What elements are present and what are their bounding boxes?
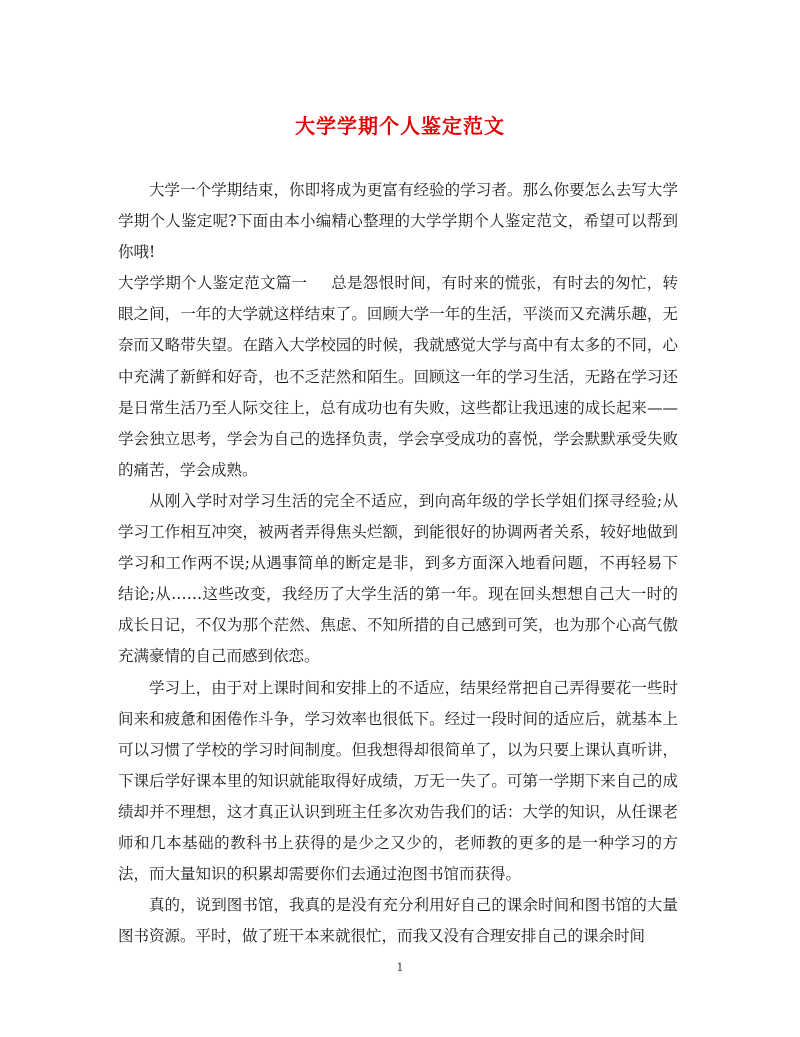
document-title: 大学学期个人鉴定范文 [295, 114, 505, 138]
paragraph-4: 真的，说到图书馆，我真的是没有充分利用好自己的课余时间和图书馆的大量图书资源。平时，做了班干本来就很忙，而我又没有合理安排自己的课余时间 [118, 896, 678, 946]
paragraph-2: 从刚入学时对学习生活的完全不适应，到向高年级的学长学姐们探寻经验;从学习工作相互冲突，被两者弄得焦头烂额，到能很好的协调两者关系，较好地做到学习和工作两不误;从遇事简单的断定是非，到多方面深入地看问题，不再轻易下结论;从……这些改变，我经历了大学生活的第一年。现在回头想想自己大一时的成长日记，不仅为那个茫然、焦虑、不知所措的自己感到可笑，也为那个心高气傲充满豪情的自己而感到依恋。 [118, 491, 678, 666]
section1-heading: 大学学期个人鉴定范文篇一 [118, 274, 308, 293]
section1-text: 总是怨恨时间，有时来的慌张，有时去的匆忙，转眼之间，一年的大学就这样结束了。回顾大学一年的生活，平淡而又充满乐趣，无奈而又略带失望。在踏入大学校园的时候，我就感觉大学与高中有太多的不同，心中充满了新鲜和好奇，也不乏茫然和陌生。回顾这一年的学习生活，无路在学习还是日常生活乃至人际交往上，总有成功也有失败，这些都让我迅速的成长起来——学会独立思考，学会为自己的选择负责，学会享受成功的喜悦，学会默默承受失败的痛苦，学会成熟。 [118, 274, 678, 479]
intro-paragraph: 大学一个学期结束，你即将成为更富有经验的学习者。那么你要怎么去写大学学期个人鉴定呢?下面由本小编精心整理的大学学期个人鉴定范文，希望可以帮到你哦! [118, 181, 678, 262]
page-number: 1 [396, 961, 404, 974]
section1-paragraph [118, 268, 678, 486]
document-body [118, 175, 678, 952]
paragraph-3: 学习上，由于对上课时间和安排上的不适应，结果经常把自己弄得要花一些时间来和疲惫和困倦作斗争，学习效率也很低下。经过一段时间的适应后，就基本上可以习惯了学校的学习时间制度。但我想得却很简单了，以为只要上课认真听讲，下课后学好课本里的知识就能取得好成绩，万无一失了。可第一学期下来自己的成绩却并不理想，这才真正认识到班主任多次劝告我们的话：大学的知识，从任课老师和几本基础的教科书上获得的是少之又少的，老师教的更多的是一种学习的方法，而大量知识的积累却需要你们去通过泡图书馆而获得。 [118, 678, 678, 884]
